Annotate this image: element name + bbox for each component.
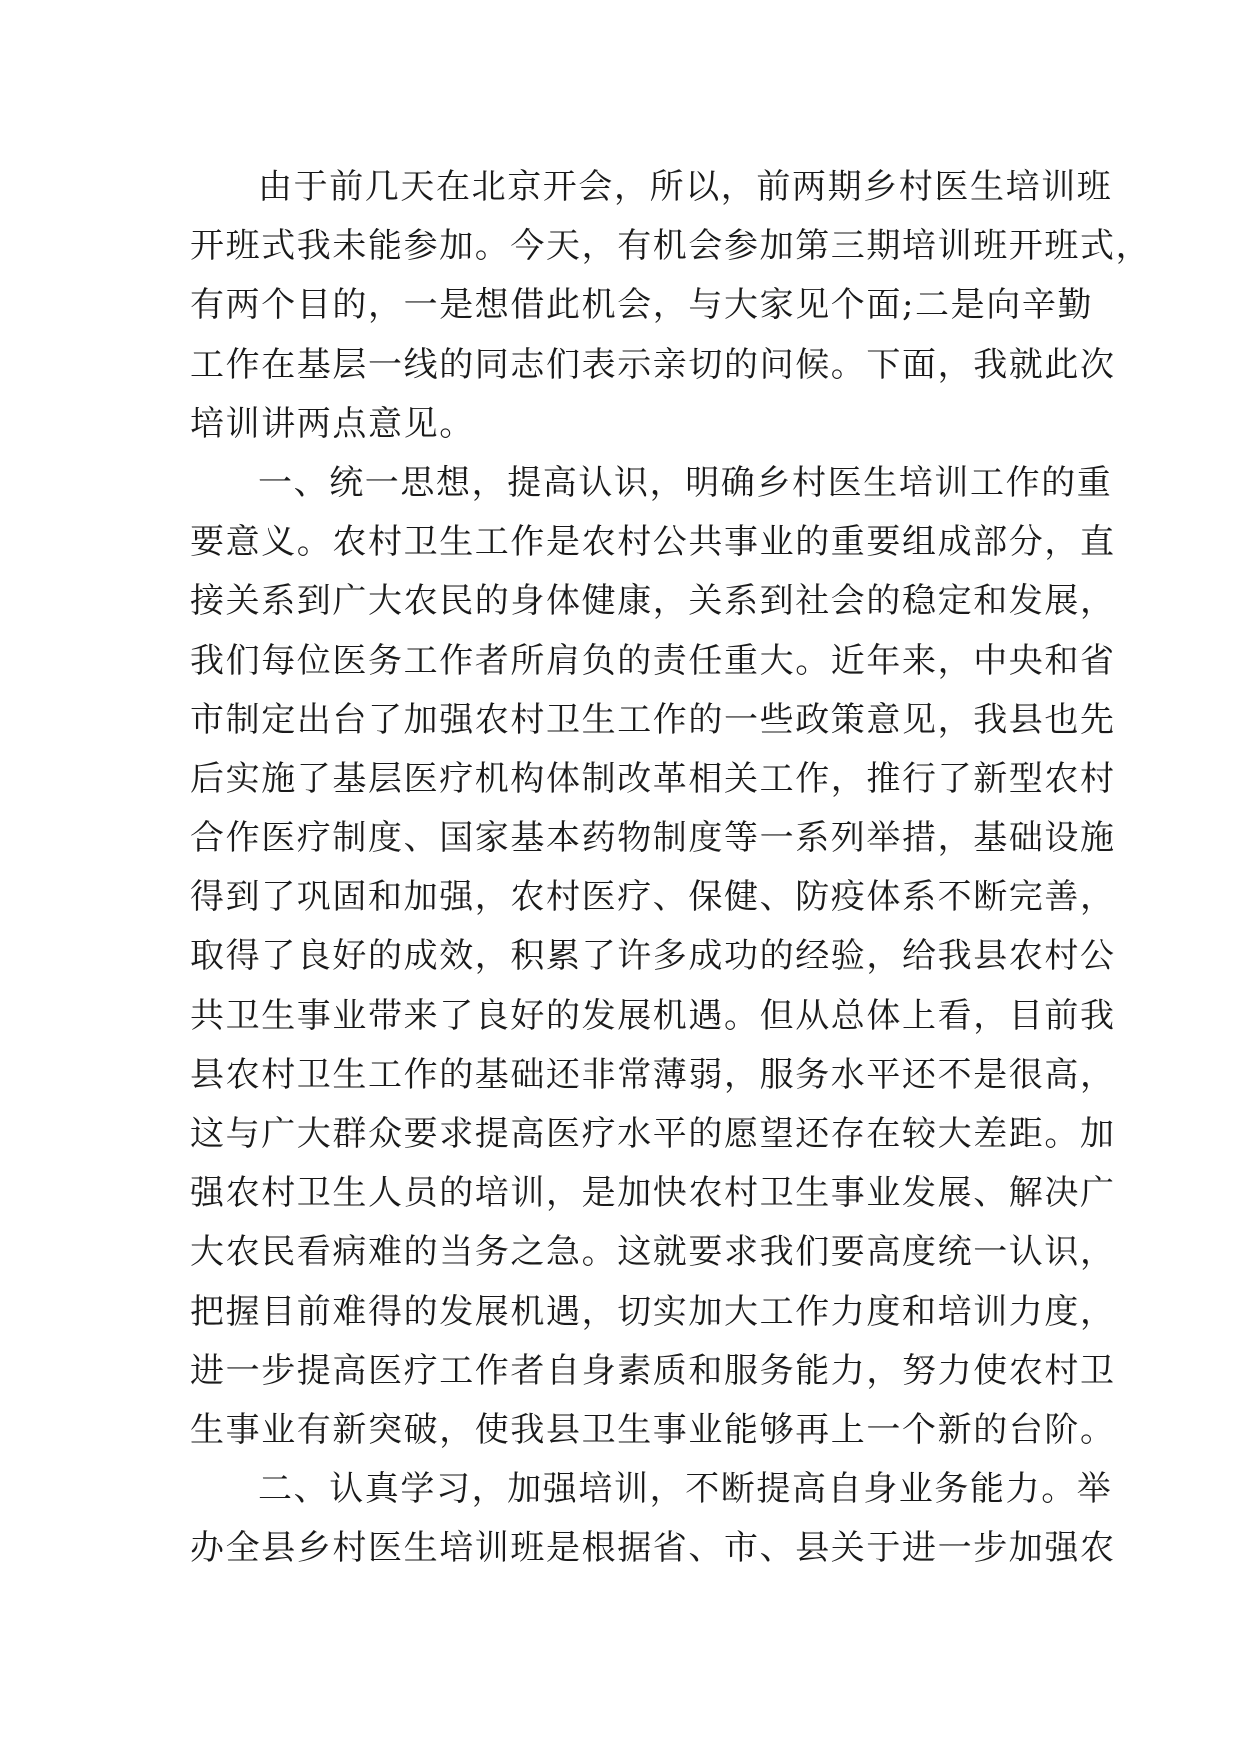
paragraph-2-line-11: 县农村卫生工作的基础还非常薄弱，服务水平还不是很高，	[190, 1054, 1116, 1095]
paragraph-2-line-4: 我们每位医务工作者所肩负的责任重大。近年来，中央和省	[190, 640, 1116, 681]
paragraph-2-line-14: 大农民看病难的当务之急。这就要求我们要高度统一认识，	[190, 1232, 1116, 1273]
paragraph-2-line-7: 合作医疗制度、国家基本药物制度等一系列举措，基础设施	[190, 818, 1116, 859]
paragraph-1-line-3: 有两个目的，一是想借此机会，与大家见个面;二是向辛勤	[190, 285, 1094, 326]
paragraph-1-line-2: 开班式我未能参加。今天，有机会参加第三期培训班开班式，	[190, 226, 1152, 267]
document-body	[190, 158, 1152, 1579]
paragraph-2-line-13: 强农村卫生人员的培训，是加快农村卫生事业发展、解决广	[190, 1173, 1116, 1214]
paragraph-2-line-17: 生事业有新突破，使我县卫生事业能够再上一个新的台阶。	[190, 1409, 1116, 1450]
paragraph-2-line-5: 市制定出台了加强农村卫生工作的一些政策意见，我县也先	[190, 699, 1116, 740]
paragraph-1-line-4: 工作在基层一线的同志们表示亲切的问候。下面，我就此次	[190, 344, 1116, 385]
paragraph-2-line-3: 接关系到广大农民的身体健康，关系到社会的稳定和发展，	[190, 581, 1116, 622]
paragraph-1-line-5: 培训讲两点意见。	[190, 403, 475, 444]
paragraph-2-line-16: 进一步提高医疗工作者自身素质和服务能力，努力使农村卫	[190, 1350, 1116, 1391]
paragraph-3-line-2: 办全县乡村医生培训班是根据省、市、县关于进一步加强农	[190, 1528, 1116, 1569]
paragraph-2-line-2: 要意义。农村卫生工作是农村公共事业的重要组成部分，直	[190, 522, 1116, 563]
paragraph-1-line-1: 由于前几天在北京开会，所以，前两期乡村医生培训班	[258, 167, 1113, 207]
paragraph-2-line-15: 把握目前难得的发展机遇，切实加大工作力度和培训力度，	[190, 1291, 1116, 1332]
paragraph-2-line-6: 后实施了基层医疗机构体制改革相关工作，推行了新型农村	[190, 758, 1116, 799]
paragraph-2-line-1: 一、统一思想，提高认识，明确乡村医生培训工作的重	[258, 462, 1113, 503]
paragraph-3-line-1: 二、认真学习，加强培训，不断提高自身业务能力。举	[258, 1469, 1113, 1510]
paragraph-2-line-10: 共卫生事业带来了良好的发展机遇。但从总体上看，目前我	[190, 995, 1116, 1036]
paragraph-2-line-12: 这与广大群众要求提高医疗水平的愿望还存在较大差距。加	[190, 1114, 1116, 1154]
paragraph-2-line-8: 得到了巩固和加强，农村医疗、保健、防疫体系不断完善，	[190, 877, 1116, 918]
paragraph-2-line-9: 取得了良好的成效，积累了许多成功的经验，给我县农村公	[190, 936, 1116, 977]
